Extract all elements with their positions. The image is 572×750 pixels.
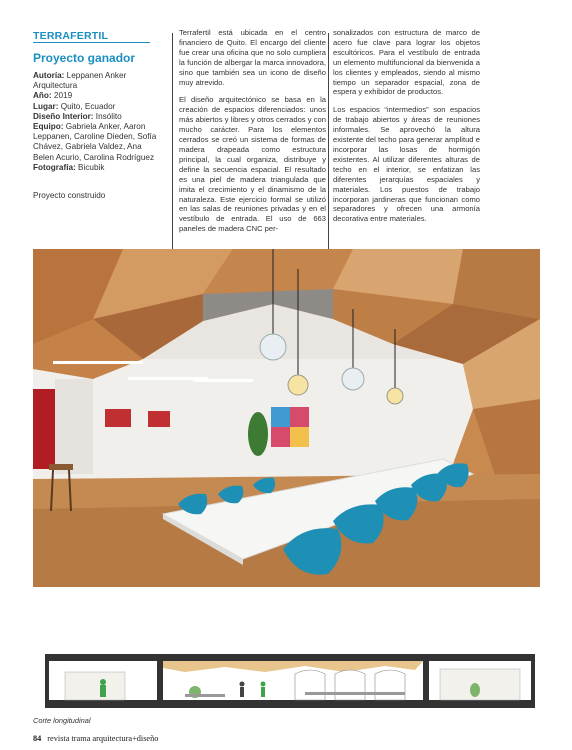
title-rule [33, 42, 150, 43]
credit-label-anio: Año: [33, 91, 52, 101]
credit-value-foto: Bicubik [75, 162, 105, 172]
credits-block [33, 71, 161, 173]
longitudinal-section-drawing [45, 654, 535, 708]
paragraph: Terrafertil está ubicada en el centro financiero de Quito. El encargo del cliente fue crear una oficina que no solo cumpliera la función de albergar la marca innovadora, sino que también sea un icono de diseño muy atrevido. [179, 28, 326, 87]
page-number: 84 [33, 734, 42, 743]
credit-value-lugar: Quito, Ecuador [58, 101, 116, 111]
interior-photo [33, 249, 540, 587]
credit-label-foto: Fotografía: [33, 162, 76, 172]
award-heading: Proyecto ganador [33, 51, 136, 65]
paragraph: El diseño arquitectónico se basa en la creación de espacios diferenciados: unos más abiertos y libres y otros cerrados y con mucho carácter. Para los elementos cerrados se creó un sistema de formas de madera drapeada como estructura principal, la cual organiza, distribuye y define la secuencia espacial. El resultado es una piel de madera triangulada que imita el crecimiento y el dinamismo de la naturaleza. Este ejercicio formal se utilizó en las salas de reuniones privadas y en el vestíbulo de entrada. El uso de 663 paneles de madera CNC per- [179, 95, 326, 234]
project-status: Proyecto construido [33, 191, 106, 200]
paragraph: Los espacios “intermedios” son espacios de trabajo abiertos y áreas de reuniones informales. Se aprovechó la altura existente del techo para generar amplitud e incorporar las losas de hormigón existentes. Al utilizar diferentes alturas de techo en el interior, se enfatizan las diferentes jerarquías espaciales y materiales. Los puestos de trabajo incorporan jardineras que funcionan como separadores y ofrecen una armonía decorativa entre materiales. [333, 105, 480, 224]
credit-value-anio: 2019 [51, 91, 73, 101]
credit-label-diseno: Diseño Interior: [33, 111, 94, 121]
body-column-3 [333, 28, 480, 232]
body-column-2 [179, 28, 326, 242]
paragraph: sonalizados con estructura de marco de acero fue clave para lograr los objetos escultóricos. Para el vestíbulo de entrada un elemento multifuncional da bienvenida a los clientes y empleados, siendo al mismo tiempo un separador espacial, zona de espera y exhibidor de productos. [333, 28, 480, 97]
figure-caption: Corte longitudinal [33, 716, 91, 725]
credit-value-diseno: Insólito [93, 111, 122, 121]
credit-value-autoria: Leppanen Anker Arquitectura [33, 71, 127, 91]
page-footer [33, 734, 158, 743]
credit-label-lugar: Lugar: [33, 101, 59, 111]
credit-label-equipo: Equipo: [33, 122, 64, 132]
project-name: TERRAFERTIL [33, 30, 109, 42]
column-divider-2 [328, 33, 329, 264]
column-divider-1 [172, 33, 173, 264]
publication-name: revista trama arquitectura+diseño [47, 734, 159, 743]
credit-label-autoria: Autoría: [33, 71, 65, 80]
credit-value-equipo: Gabriela Anker, Aaron Leppanen, Caroline Dieden, Sofía Chávez, Gabriela Valdez, Ana Belen Acurio, Carolina Rodríguez [33, 122, 157, 162]
